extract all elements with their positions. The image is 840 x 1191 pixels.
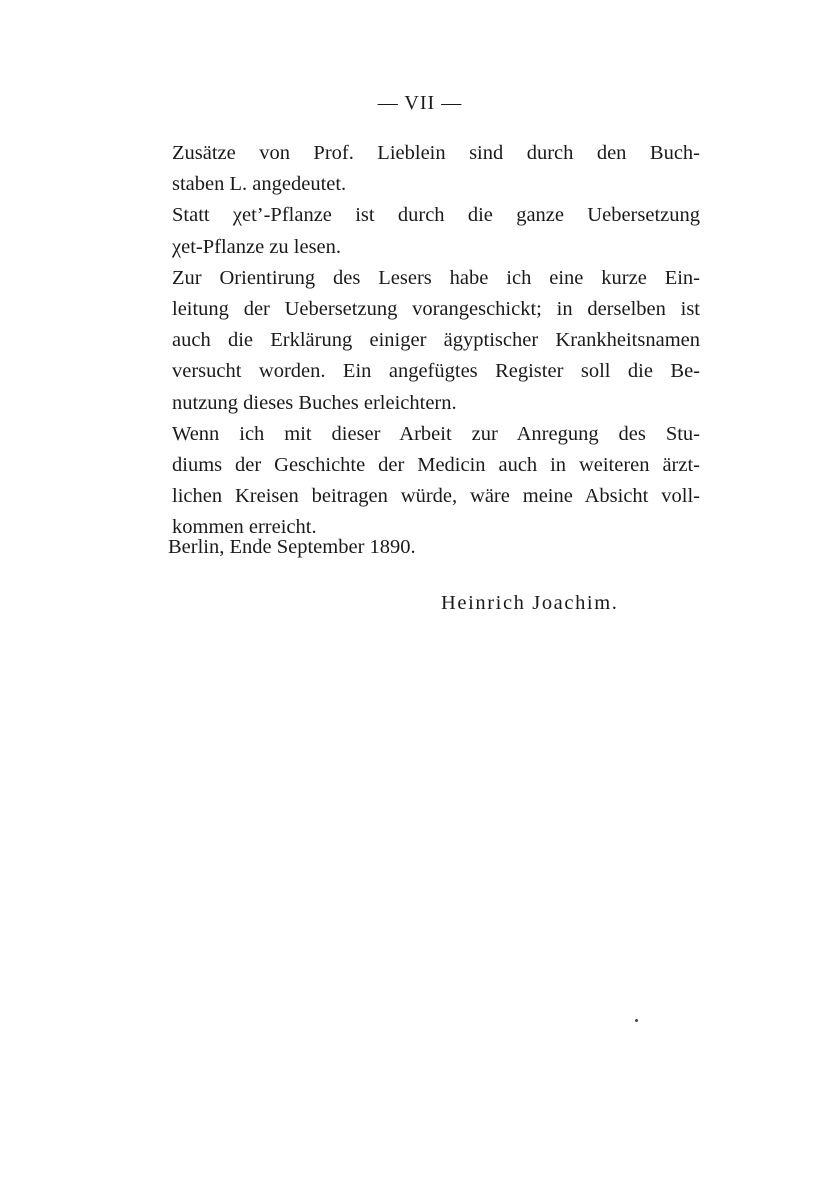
text-line: kommen erreicht. xyxy=(172,516,317,539)
text-line: Wenn ich mit dieser Arbeit zur Anregung des Stu- xyxy=(172,422,700,445)
page-number-header: — VII — xyxy=(377,92,463,114)
text-line: lichen Kreisen beitragen würde, wäre meine Absicht voll- xyxy=(172,485,700,508)
text-line: diums der Geschichte der Medicin auch in weiteren ärzt- xyxy=(172,454,700,477)
author-signature: Heinrich Joachim. xyxy=(441,592,619,614)
text-line: χet-Pflanze zu lesen. xyxy=(172,235,342,258)
text-line: staben L. angedeutet. xyxy=(172,173,347,196)
text-line: Zur Orientirung des Lesers habe ich eine kurze Ein- xyxy=(172,266,700,289)
text-line: Statt χet’-Pflanze ist durch die ganze Uebersetzung xyxy=(172,204,700,227)
text-line: Zusätze von Prof. Lieblein sind durch den Buch- xyxy=(172,142,700,164)
paragraph-additions-note xyxy=(172,138,700,200)
text-line: versucht worden. Ein angefügtes Register soll die Be- xyxy=(172,360,700,383)
paragraph-plant-correction xyxy=(172,200,700,262)
text-line: nutzung dieses Buches erleichtern. xyxy=(172,391,457,414)
preface-body xyxy=(172,138,700,544)
text-line: auch die Erklärung einiger ägyptischer Krankheitsnamen xyxy=(172,329,700,352)
text-line: leitung der Uebersetzung vorangeschickt; in derselben ist xyxy=(172,298,700,321)
paragraph-intent xyxy=(172,419,700,544)
print-speck xyxy=(635,1019,638,1022)
dateline: Berlin, Ende September 1890. xyxy=(168,536,416,558)
paragraph-orientation xyxy=(172,263,700,419)
